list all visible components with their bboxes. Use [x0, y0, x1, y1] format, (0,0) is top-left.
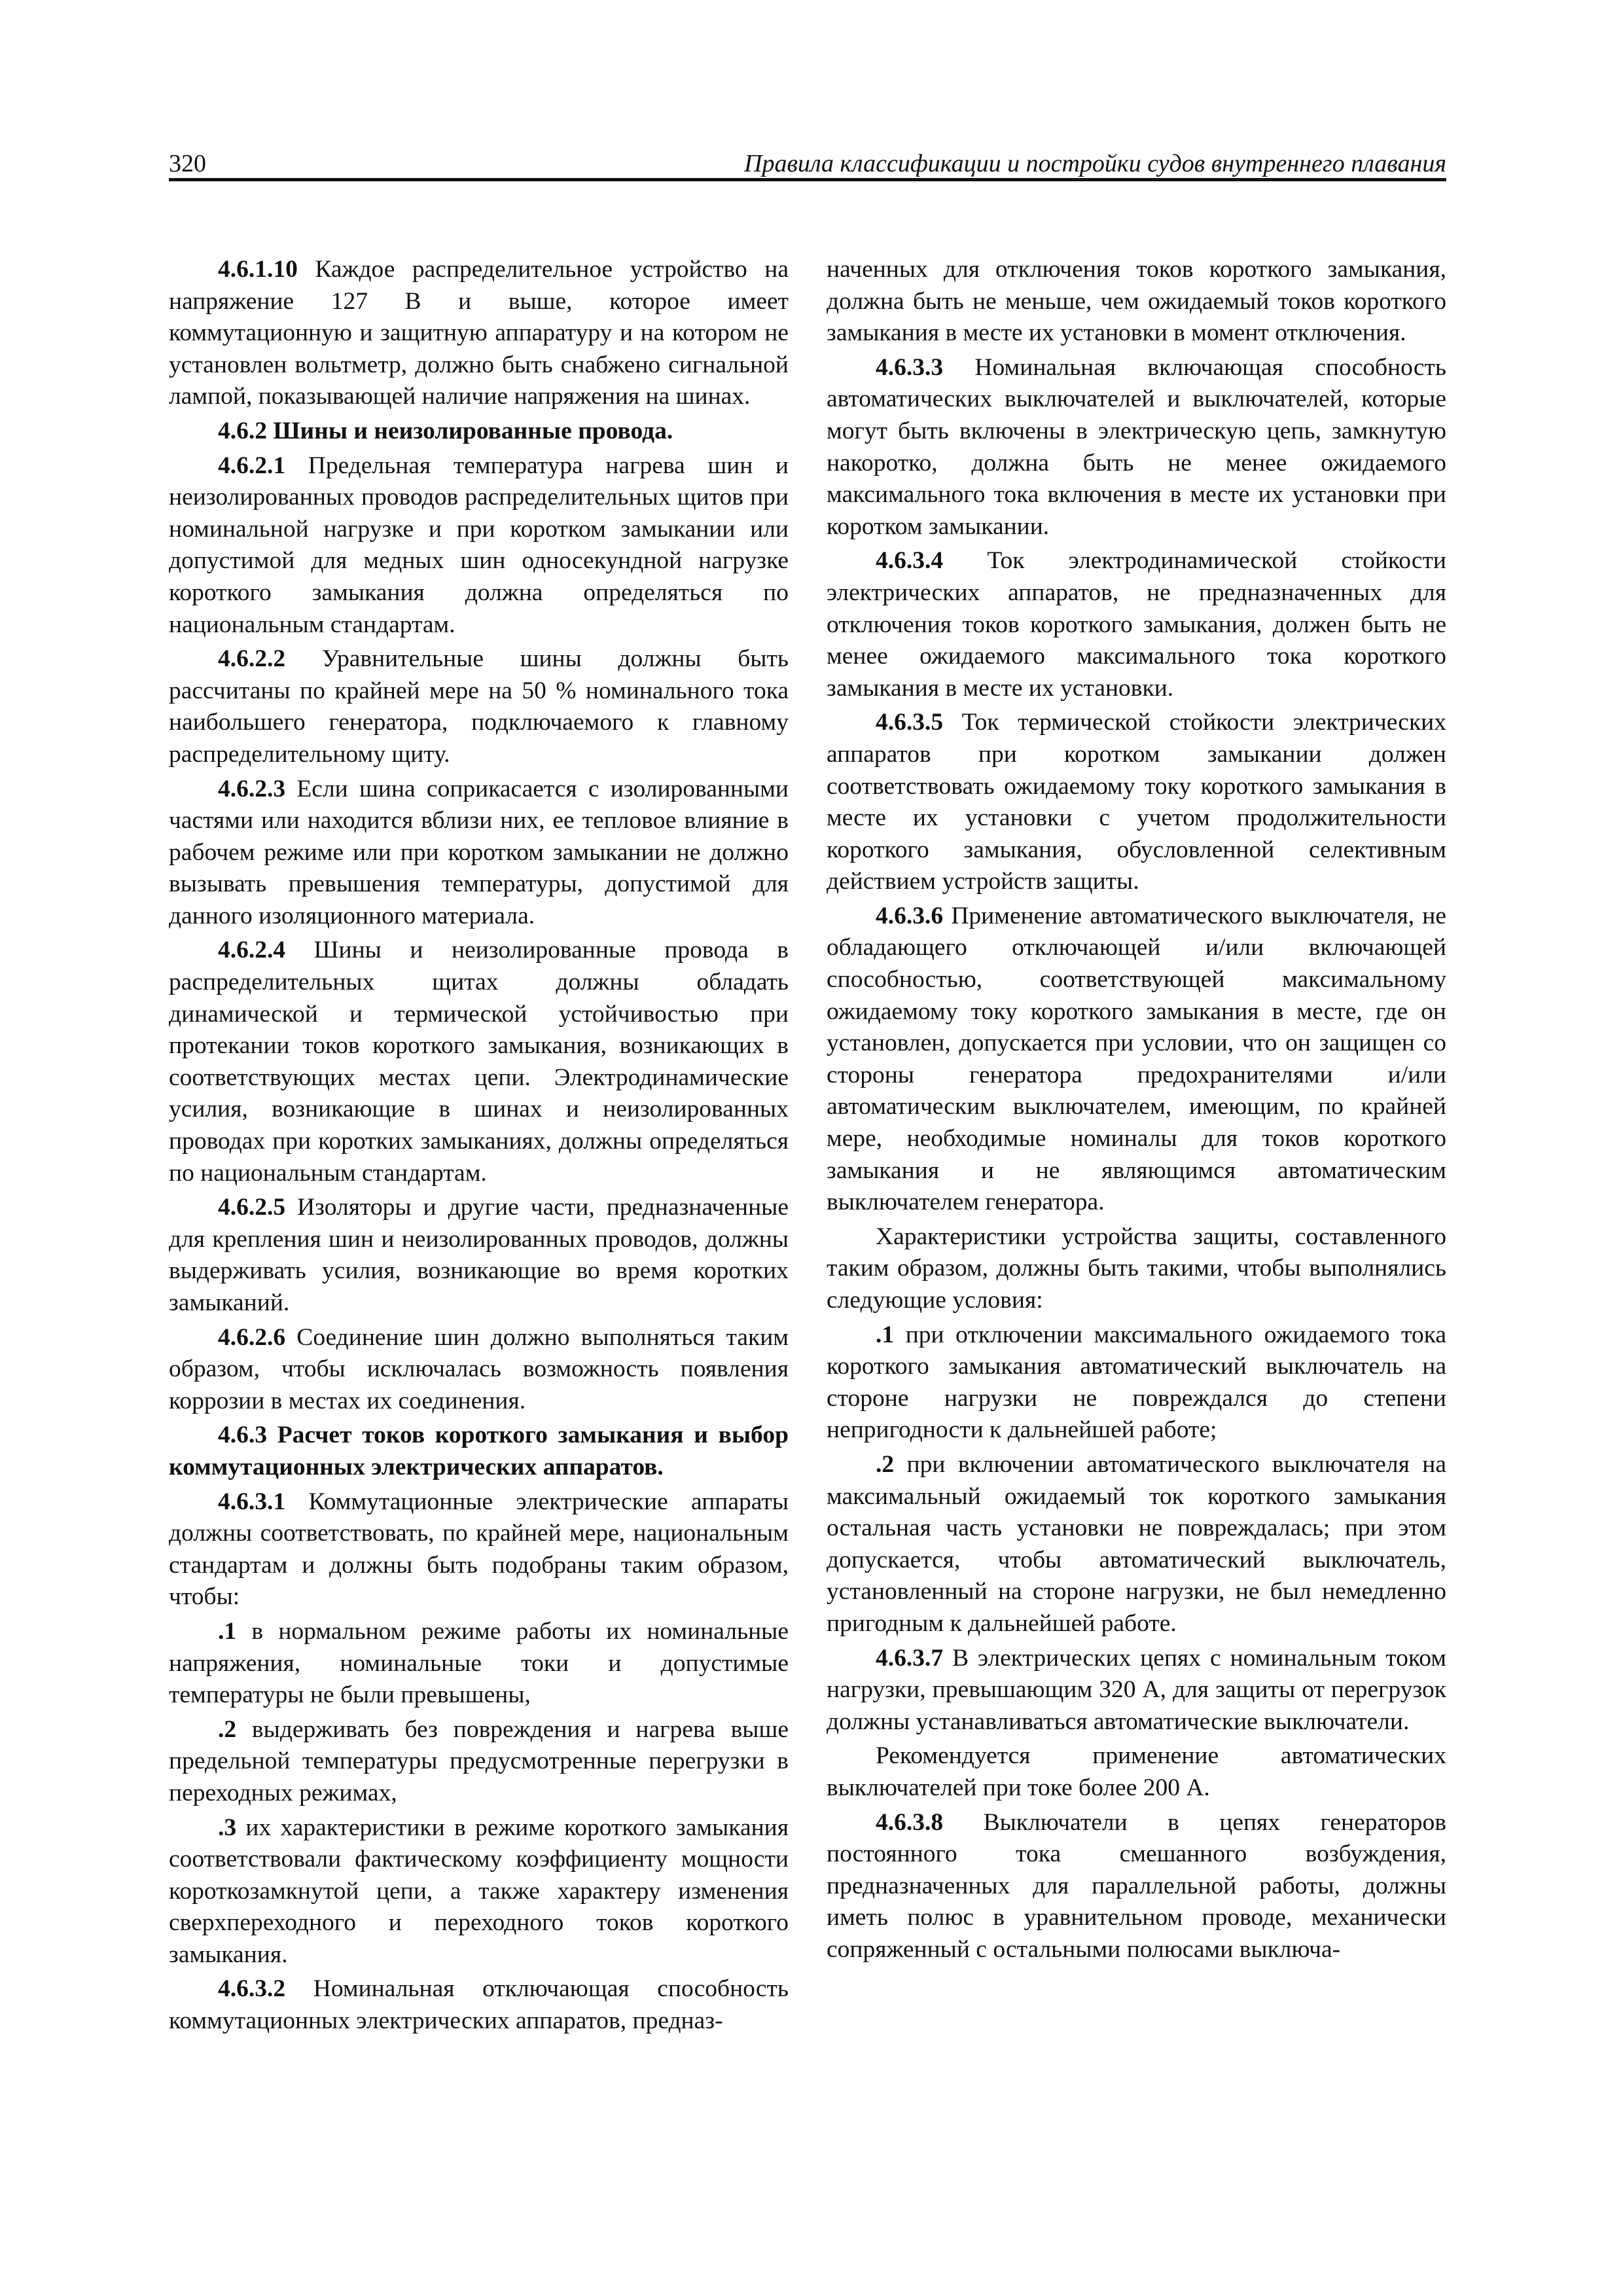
clause-paragraph	[169, 1973, 789, 2037]
clause-text: выдерживать без повреждения и нагрева выше предельной температуры предусмотренные перегрузки в переходных режимах,	[169, 1715, 789, 1806]
clause-paragraph	[827, 707, 1446, 898]
clause-text: Выключатели в цепях генераторов постоянного тока смешанного возбуждения, предназначенных для параллельной работы, должны иметь полюс в уравнительном проводе, механически сопряженный с остальными полюсами выключа-	[827, 1808, 1446, 1963]
right-text-column	[827, 254, 1446, 1968]
list-item	[827, 1319, 1446, 1446]
clause-paragraph	[169, 643, 789, 770]
clause-text: в нормальном режиме работы их номинальные напряжения, номинальные токи и допустимые температуры не были превышены,	[169, 1617, 789, 1709]
running-title: Правила классификации и постройки судов внутреннего плавания	[744, 150, 1446, 177]
clause-text: Если шина соприкасается с изолированными частями или находится вблизи них, ее тепловое влияние в рабочем режиме или при коротком замыкании не должно вызывать превышения температуры, допустимой для данного изоляционного материала.	[169, 775, 789, 929]
clause-paragraph	[169, 1322, 789, 1418]
clause-text: В электрических цепях с номинальным током нагрузки, превышающим 320 А, для защиты от перегрузок должны устанавливаться автоматические выключатели.	[827, 1644, 1446, 1735]
clause-number: .2	[876, 1450, 895, 1478]
list-item	[827, 1449, 1446, 1640]
clause-number: 4.6.2.6	[218, 1323, 286, 1351]
clause-paragraph	[827, 1643, 1446, 1738]
clause-text: Уравнительные шины должны быть рассчитаны по крайней мере на 50 % номинального тока наибольшего генератора, подключаемого к главному распределительному щиту.	[169, 645, 789, 768]
clause-number: 4.6.3.3	[876, 353, 944, 381]
clause-text: Каждое распределительное устройство на напряжение 127 В и выше, которое имеет коммутационную и защитную аппаратуру и на котором не установлен вольтметр, должно быть снабжено сигнальной лампой, показывающей наличие напряжения на шинах.	[169, 256, 789, 410]
clause-text: Номинальная включающая способность автоматических выключателей и выключателей, которые могут быть включены в электрическую цепь, замкнутую накоротко, должна быть не менее ожидаемого максимального тока включения в месте их установки при коротком замыкании.	[827, 353, 1446, 540]
clause-number: .1	[218, 1617, 237, 1645]
clause-text: Применение автоматического выключателя, не обладающего отключающей и/или включающей способностью, соответствующей максимальному ожидаемому току короткого замыкания в месте, где он установлен, допускается при условии, что он защищен со стороны генератора предохранителями и/или автоматическим выключателем, имеющим, по крайней мере, необходимые номиналы для токов короткого замыкания и не являющимся автоматическим выключателем генератора.	[827, 902, 1446, 1216]
clause-number: .2	[218, 1715, 237, 1743]
clause-number: 4.6.2.1	[218, 452, 286, 479]
clause-paragraph	[169, 774, 789, 933]
clause-number: 4.6.3.8	[876, 1808, 944, 1836]
list-item	[169, 1616, 789, 1712]
clause-number: 4.6.3.6	[876, 902, 944, 929]
clause-number: 4.6.3.2	[218, 1975, 286, 2003]
clause-number: 4.6.3.1	[218, 1488, 286, 1515]
clause-text: Ток термической стойкости электрических аппаратов при коротком замыкании должен соответствовать ожидаемому току короткого замыкания в месте их установки с учетом продолжительности короткого замыкания, обусловленной селективным действием устройств защиты.	[827, 709, 1446, 895]
clause-paragraph	[169, 935, 789, 1189]
clause-number: 4.6.2.5	[218, 1194, 286, 1221]
clause-number: 4.6.3.4	[876, 547, 944, 575]
left-text-column	[169, 254, 789, 2040]
clause-text: Изоляторы и другие части, предназначенные для крепления шин и неизолированных проводов, должны выдерживать усилия, возникающие во время коротких замыканий.	[169, 1194, 789, 1316]
clause-paragraph	[827, 545, 1446, 704]
clause-text: Коммутационные электрические аппараты должны соответствовать, по крайней мере, национальным стандартам и должны быть подобраны таким образом, чтобы:	[169, 1488, 789, 1611]
clause-text: Номинальная отключающая способность коммутационных электрических аппаратов, предназ-	[169, 1975, 789, 2035]
clause-number: 4.6.2.3	[218, 775, 286, 802]
clause-paragraph	[827, 901, 1446, 1219]
clause-paragraph	[169, 254, 789, 413]
clause-paragraph	[169, 450, 789, 641]
clause-text: при включении автоматического выключателя на максимальный ожидаемый ток короткого замыкания остальная часть установки не повреждалась; при этом допускается, чтобы автоматический выключатель, установленный на стороне нагрузки, не был немедленно пригодным к дальнейшей работе.	[827, 1450, 1446, 1637]
clause-text: Шины и неизолированные провода в распределительных щитах должны обладать динамической и термической устойчивостью при протекании токов короткого замыкания, возникающих в соответствующих местах цепи. Электродинамические усилия, возникающие в шинах и неизолированных проводах при коротких замыканиях, должны определяться по национальным стандартам.	[169, 937, 789, 1187]
list-item	[169, 1812, 789, 1971]
header-rule	[169, 178, 1446, 181]
list-item	[169, 1714, 789, 1810]
clause-text: при отключении максимального ожидаемого тока короткого замыкания автоматический выключатель на стороне нагрузки не повреждался до степени непригодности к дальнейшей работе;	[827, 1321, 1446, 1444]
clause-number: .1	[876, 1321, 895, 1348]
clause-paragraph	[827, 352, 1446, 543]
clause-number: .3	[218, 1814, 237, 1841]
clause-number: 4.6.3.7	[876, 1644, 944, 1672]
clause-paragraph	[169, 1486, 789, 1613]
page-number: 320	[169, 150, 206, 177]
page-header	[169, 145, 1446, 178]
paragraph: Характеристики устройства защиты, составленного таким образом, должны быть такими, чтобы выполнялись следующие условия:	[827, 1223, 1446, 1314]
paragraph: Рекомендуется применение автоматических выключателей при токе более 200 А.	[827, 1742, 1446, 1801]
clause-number: 4.6.1.10	[218, 256, 298, 283]
clause-text: Ток электродинамической стойкости электрических аппаратов, не предназначенных для отключения токов короткого замыкания, должен быть не менее ожидаемого максимального тока короткого замыкания в месте их установки.	[827, 547, 1446, 702]
clause-number: 4.6.2.2	[218, 645, 286, 673]
clause-number: 4.6.3.5	[876, 709, 944, 736]
clause-paragraph	[827, 1807, 1446, 1966]
paragraph-continuation: наченных для отключения токов короткого замыкания, должна быть не меньше, чем ожидаемый токов короткого замыкания в месте их установки в момент отключения.	[827, 256, 1446, 347]
clause-text: Соединение шин должно выполняться таким образом, чтобы исключалась возможность появления коррозии в местах их соединения.	[169, 1323, 789, 1414]
section-heading: 4.6.2 Шины и неизолированные провода.	[218, 417, 673, 444]
clause-text: Предельная температура нагрева шин и неизолированных проводов распределительных щитов при номинальной нагрузке и при коротком замыкании или допустимой для медных шин односекундной нагрузке короткого замыкания должна определяться по национальным стандартам.	[169, 452, 789, 638]
clause-text: их характеристики в режиме короткого замыкания соответствовали фактическому коэффициенту мощности короткозамкнутой цепи, а также характеру изменения сверхпереходного и переходного токов короткого замыкания.	[169, 1814, 789, 1968]
section-heading: 4.6.3 Расчет токов короткого замыкания и выбор коммутационных электрических аппаратов.	[169, 1422, 789, 1480]
clause-number: 4.6.2.4	[218, 937, 286, 964]
clause-paragraph	[169, 1192, 789, 1319]
